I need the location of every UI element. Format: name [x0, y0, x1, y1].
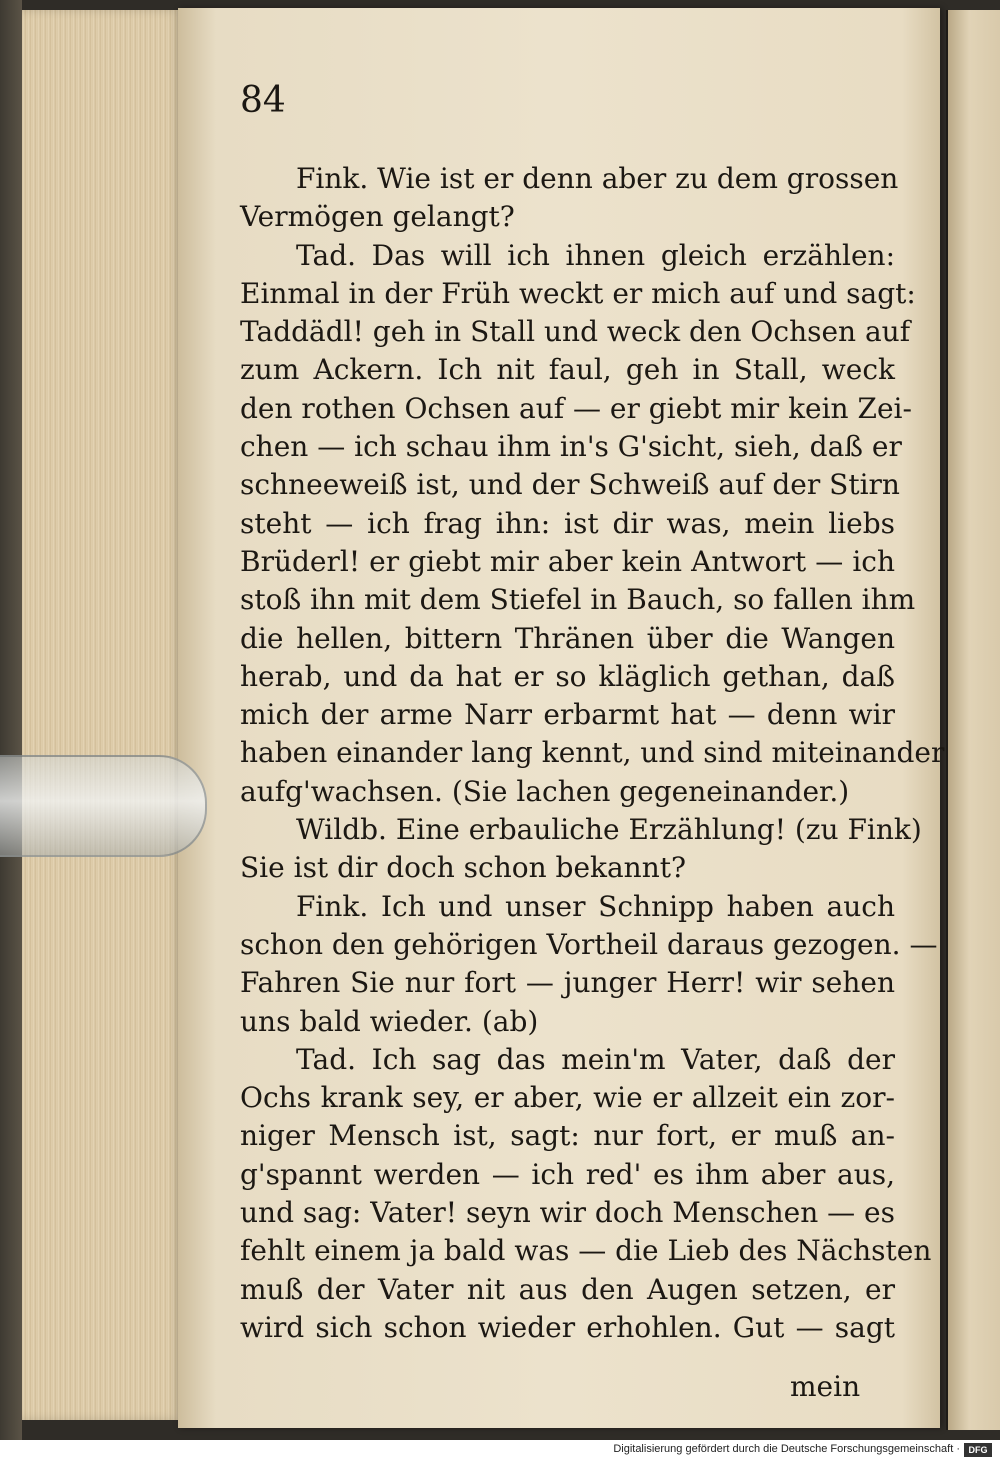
page-block-edge: [22, 10, 182, 1420]
text-line: Ochs krank sey, er aber, wie er allzeit ein zor-: [240, 1081, 895, 1115]
text-line: Brüderl! er giebt mir aber kein Antwort — ich: [240, 544, 895, 578]
text-line: Taddädl! geh in Stall und weck den Ochsen auf: [240, 315, 911, 349]
text-line: herab, und da hat er so kläglich gethan, daß: [240, 659, 895, 693]
dfg-logo: DFG: [964, 1443, 992, 1457]
text-line: steht — ich frag ihn: ist dir was, mein liebs: [240, 506, 895, 540]
text-line: die hellen, bittern Thränen über die Wangen: [240, 621, 895, 655]
text-line: g'spannt werden — ich red' es ihm aber aus,: [240, 1157, 895, 1191]
page-number: 84: [240, 80, 286, 121]
text-line: Tad. Das will ich ihnen gleich erzählen:: [296, 238, 895, 272]
funding-credit: Digitalisierung gefördert durch die Deutsche Forschungsgemeinschaft ·: [613, 1443, 960, 1455]
footer-bar: [0, 1440, 1000, 1462]
text-line: Einmal in der Früh weckt er mich auf und sagt:: [240, 276, 916, 310]
text-line: niger Mensch ist, sagt: nur fort, er muß an-: [240, 1119, 895, 1153]
text-line: fehlt einem ja bald was — die Lieb des Nächsten: [240, 1234, 932, 1268]
text-line: Sie ist dir doch schon bekannt?: [240, 851, 687, 885]
text-line: haben einander lang kennt, und sind miteinander: [240, 736, 945, 770]
text-line: Wildb. Eine erbauliche Erzählung! (zu Fink): [296, 813, 922, 847]
text-line: Fink. Ich und unser Schnipp haben auch: [296, 889, 895, 923]
text-line: Tad. Ich sag das mein'm Vater, daß der: [296, 1042, 895, 1076]
facing-page-edge: [946, 10, 1000, 1430]
text-line: Vermögen gelangt?: [240, 200, 515, 234]
text-line: wird sich schon wieder erhohlen. Gut — sagt: [240, 1310, 895, 1344]
catchword: mein: [790, 1370, 861, 1403]
text-line: zum Ackern. Ich nit faul, geh in Stall, weck: [240, 353, 895, 387]
text-line: und sag: Vater! seyn wir doch Menschen — es: [240, 1196, 895, 1230]
text-line: Fahren Sie nur fort — junger Herr! wir sehen: [240, 966, 895, 1000]
text-line: uns bald wieder. (ab): [240, 1004, 539, 1038]
text-line: den rothen Ochsen auf — er giebt mir kein Zei-: [240, 391, 912, 425]
text-line: chen — ich schau ihm in's G'sicht, sieh, daß er: [240, 430, 902, 464]
text-line: schon den gehörigen Vortheil daraus gezogen. —: [240, 927, 938, 961]
text-line: stoß ihn mit dem Stiefel in Bauch, so fallen ihm: [240, 583, 916, 617]
left-background: [0, 0, 22, 1440]
page-text: [240, 160, 945, 1347]
text-line: mich der arme Narr erbarmt hat — denn wir: [240, 698, 895, 732]
glass-page-holder: [0, 755, 207, 857]
text-line: aufg'wachsen. (Sie lachen gegeneinander.): [240, 774, 850, 808]
text-line: muß der Vater nit aus den Augen setzen, er: [240, 1272, 895, 1306]
text-line: schneeweiß ist, und der Schweiß auf der Stirn: [240, 468, 900, 502]
text-line: Fink. Wie ist er denn aber zu dem grossen: [296, 162, 899, 195]
